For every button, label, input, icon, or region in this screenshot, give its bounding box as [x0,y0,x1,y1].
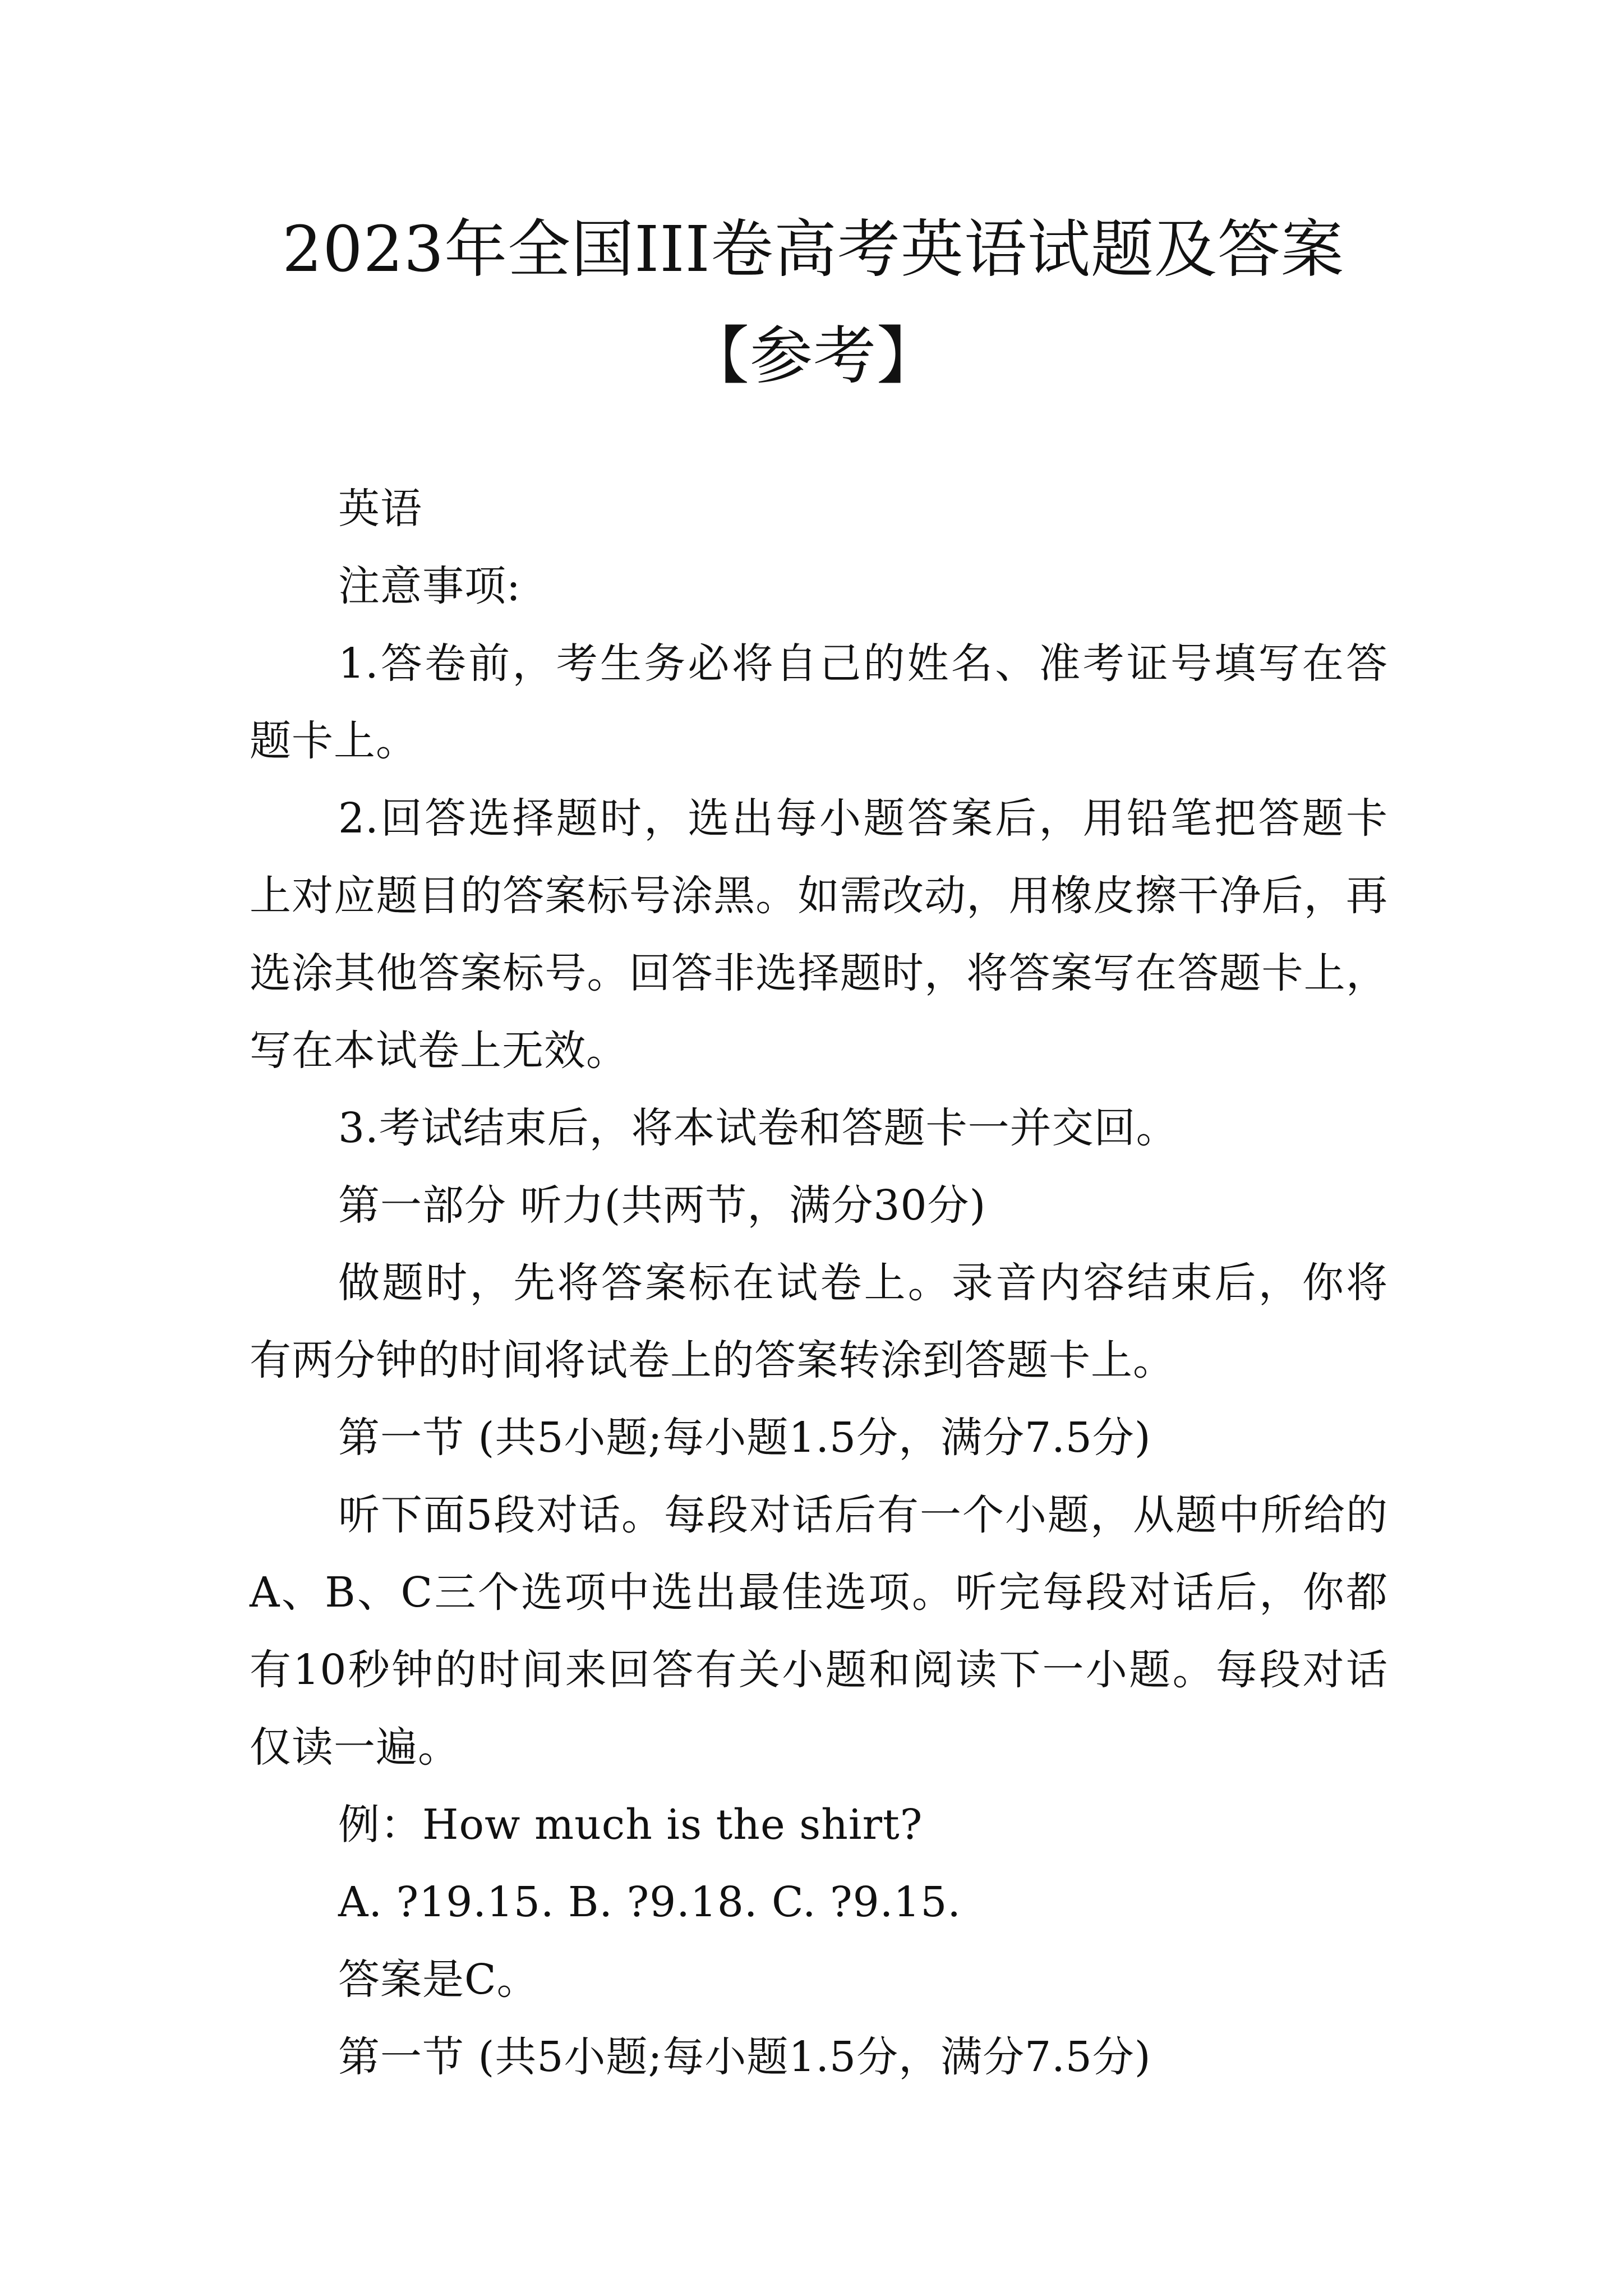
paragraph-notice-3: 3.考试结束后，将本试卷和答题卡一并交回。 [338,1104,1178,1152]
paragraph-notice-heading: 注意事项: [338,562,521,610]
paragraph-example-options: A. ?19.15. B. ?9.18. C. ?9.15. [338,1878,961,1926]
paragraph-notice-1: 1.答卷前，考生务必将自己的姓名、准考证号填写在答题卡上。 [250,639,1388,765]
paragraph-part-one-instructions: 做题时，先将答案标在试卷上。录音内容结束后，你将有两分钟的时间将试卷上的答案转涂到答题卡上。 [250,1259,1388,1384]
paragraph-part-one-heading: 第一部分 听力(共两节，满分30分) [338,1181,986,1230]
paragraph-section-one-heading-repeat: 第一节 (共5小题;每小题1.5分，满分7.5分) [338,2033,1151,2081]
paragraph-example-question: 例：How much is the shirt? [338,1801,923,1849]
document-title: 2023年全国III卷高考英语试题及答案【参考】 [282,213,1344,393]
paragraph-section-one-heading: 第一节 (共5小题;每小题1.5分，满分7.5分) [338,1414,1151,1462]
document-body [250,470,1388,2096]
paragraph-notice-2: 2.回答选择题时，选出每小题答案后，用铅笔把答题卡上对应题目的答案标号涂黑。如需改动，用橡皮擦干净后，再选涂其他答案标号。回答非选择题时，将答案写在答题卡上，写在本试卷上无效。 [250,794,1388,1075]
paragraph-section-one-instructions: 听下面5段对话。每段对话后有一个小题，从题中所给的A、B、C三个选项中选出最佳选项。听完每段对话后，你都有10秒钟的时间来回答有关小题和阅读下一小题。每段对话仅读一遍。 [250,1491,1388,1772]
paragraph-subject: 英语 [338,485,422,533]
paragraph-example-answer: 答案是C。 [338,1955,539,2004]
